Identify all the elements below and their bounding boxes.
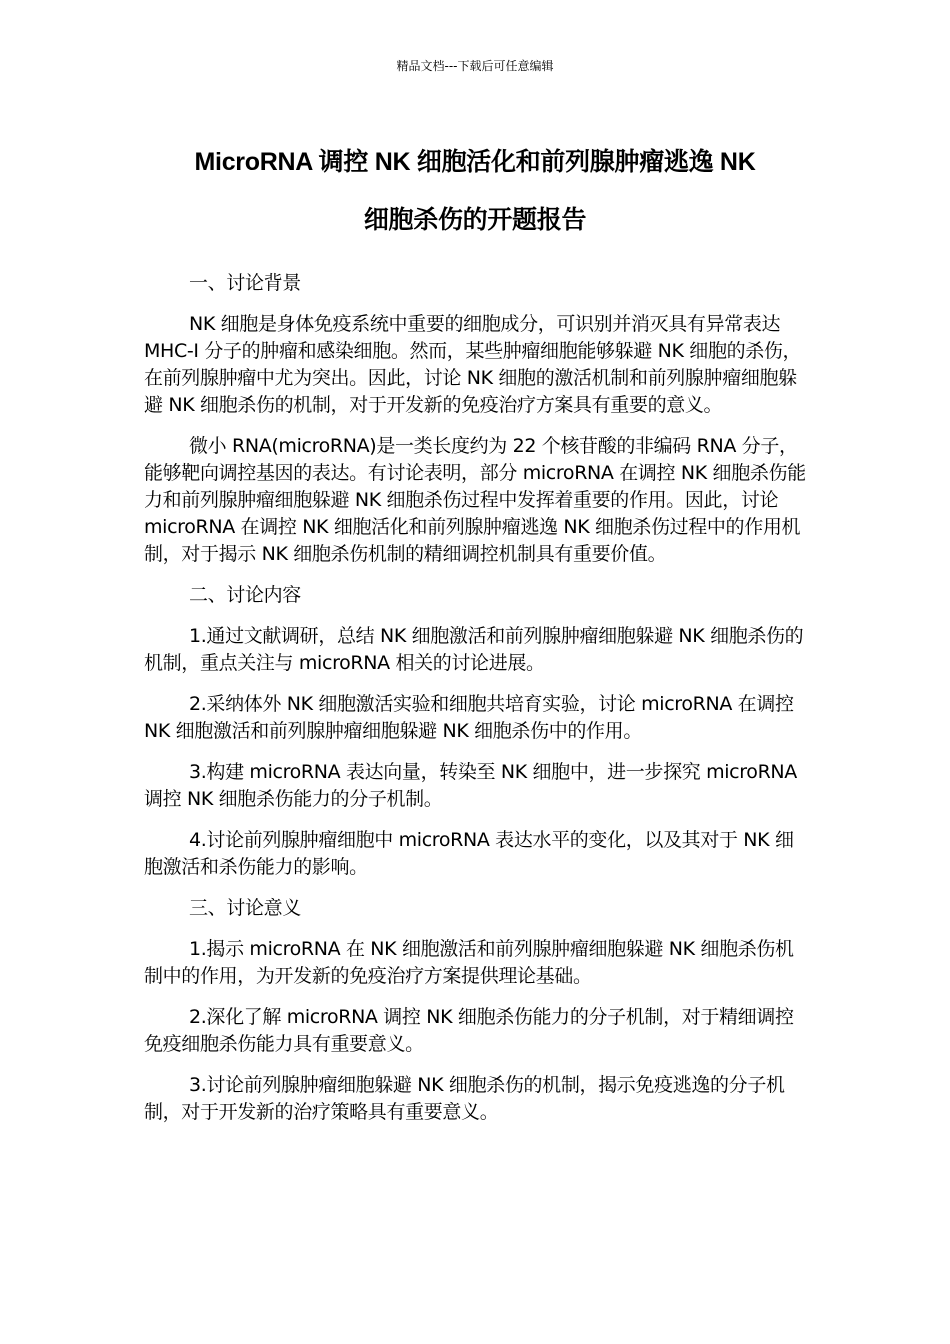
- paragraph: 2.采纳体外 NK 细胞激活实验和细胞共培育实验，讨论 microRNA 在调控 NK 细胞激活和前列腺肿瘤细胞躲避 NK 细胞杀伤中的作用。: [144, 693, 794, 742]
- title-line-1: MicroRNA 调控 NK 细胞活化和前列腺肿瘤逃逸 NK: [194, 148, 756, 176]
- paragraph: 1.揭示 microRNA 在 NK 细胞激活和前列腺肿瘤细胞躲避 NK 细胞杀伤机制中的作用，为开发新的免疫治疗方案提供理论基础。: [144, 938, 794, 987]
- document-title: [120, 133, 830, 249]
- paragraph: 4.讨论前列腺肿瘤细胞中 microRNA 表达水平的变化，以及其对于 NK 细胞激活和杀伤能力的影响。: [144, 829, 794, 878]
- paragraph: 3.构建 microRNA 表达向量，转染至 NK 细胞中，进一步探究 microRNA 调控 NK 细胞杀伤能力的分子机制。: [144, 761, 797, 810]
- section-background: [144, 270, 806, 568]
- section-heading: 三、讨论意义: [189, 897, 301, 919]
- paragraph: 2.深化了解 microRNA 调控 NK 细胞杀伤能力的分子机制，对于精细调控免疫细胞杀伤能力具有重要意义。: [144, 1006, 794, 1055]
- paragraph: 1.通过文献调研，总结 NK 细胞激活和前列腺肿瘤细胞躲避 NK 细胞杀伤的机制，重点关注与 microRNA 相关的讨论进展。: [144, 625, 804, 674]
- section-heading: 一、讨论背景: [189, 272, 301, 294]
- paragraph: 3.讨论前列腺肿瘤细胞躲避 NK 细胞杀伤的机制，揭示免疫逃逸的分子机制，对于开发新的治疗策略具有重要意义。: [144, 1074, 785, 1123]
- section-heading: 二、讨论内容: [189, 584, 301, 606]
- paragraph: 微小 RNA(microRNA)是一类长度约为 22 个核苷酸的非编码 RNA 分子，能够靶向调控基因的表达。有讨论表明，部分 microRNA 在调控 NK 细胞杀伤能力和前列腺肿瘤细胞躲避 NK 细胞杀伤过程中发挥着重要的作用。因此，讨论 microRNA 在调控 NK 细胞活化和前列腺肿瘤逃逸 NK 细胞杀伤过程中的作用机制，对于揭示 NK 细胞杀伤机制的精细调控机制具有重要价值。: [144, 435, 806, 565]
- section-significance: [144, 895, 806, 1126]
- section-content: [144, 582, 806, 881]
- paragraph: NK 细胞是身体免疫系统中重要的细胞成分，可识别并消灭具有异常表达 MHC-I 分子的肿瘤和感染细胞。然而，某些肿瘤细胞能够躲避 NK 细胞的杀伤，在前列腺肿瘤中尤为突出。因此，讨论 NK 细胞的激活机制和前列腺肿瘤细胞躲避 NK 细胞杀伤的机制，对于开发新的免疫治疗方案具有重要的意义。: [144, 313, 802, 416]
- title-line-2: 细胞杀伤的开题报告: [363, 206, 587, 234]
- header-note: 精品文档---下载后可任意编辑: [396, 59, 554, 73]
- document-body: [144, 270, 806, 1140]
